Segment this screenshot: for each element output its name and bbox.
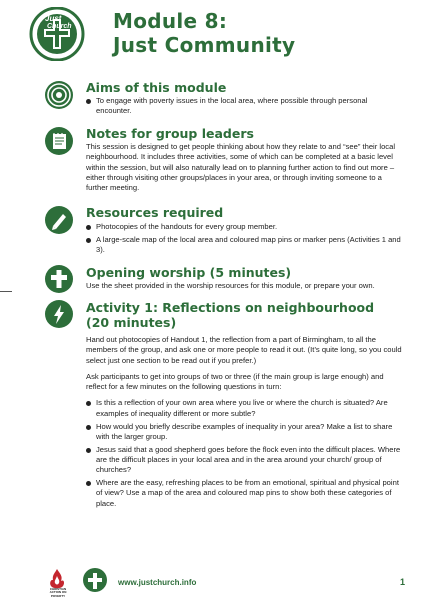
notes-heading: Notes for group leaders: [86, 126, 254, 141]
activity1-bullet: How would you briefly describe examples of inequality in your area? Make a list to share with the larger group.: [86, 422, 402, 443]
page-title: [113, 9, 295, 57]
logo-text-just: Just: [45, 14, 62, 23]
activity1-body: [86, 335, 402, 511]
cafod-text: CHRISTIAN ACTION ON POVERTY: [49, 587, 67, 598]
title-line-2: Just Community: [113, 33, 296, 57]
worship-paragraph: Use the sheet provided in the worship resources for this module, or prepare your own.: [86, 281, 375, 290]
logo-text-church: Church: [47, 23, 72, 30]
activity1-bullet: Jesus said that a good shepherd goes before the flock even into the difficult places. Where are the difficult places in your local area and in the area around your church/ group of churches?: [86, 445, 402, 476]
resources-bullet: Photocopies of the handouts for every group member.: [86, 222, 402, 232]
aims-bullet: To engage with poverty issues in the local area, where possible through personal encounter.: [86, 96, 402, 117]
aims-body: [86, 96, 402, 119]
title-line-1: Module 8:: [113, 9, 228, 33]
margin-mark: [0, 291, 12, 292]
cross-icon: [44, 264, 74, 294]
lightning-icon: [44, 299, 74, 329]
activity1-paragraph-1: Hand out photocopies of Handout 1, the reflection from a part of Birmingham, to all the members of the group, and ask one or more people to read it out. (It’s quite long, so you could select just one section to be read out if you prefer.): [86, 335, 402, 365]
activity1-bullet: Is this a reflection of your own area where you live or where the church is situated? Are examples of inequality different or more subtle?: [86, 398, 402, 419]
footer-url: www.justchurch.info: [118, 578, 197, 587]
resources-body: [86, 222, 402, 258]
just-church-footer-logo: [80, 567, 110, 593]
resources-bullet: A large-scale map of the local area and coloured map pins or marker pens (Activities 1 and 3).: [86, 235, 402, 256]
worship-body: [86, 281, 402, 297]
activity1-heading-line-1: Activity 1: Reflections on neighbourhood: [86, 300, 375, 315]
worship-heading: Opening worship (5 minutes): [86, 265, 292, 280]
notes-body: [86, 142, 402, 199]
just-church-logo: [25, 7, 89, 61]
notebook-icon: [44, 126, 74, 156]
page-number: 1: [400, 577, 406, 587]
activity1-bullet: Where are the easy, refreshing places to be from an emotional, spiritual and physical point of view? Use a map of the area and coloured map pins to show both these categories of place.: [86, 478, 402, 509]
aims-heading: Aims of this module: [86, 80, 227, 95]
resources-heading: Resources required: [86, 205, 224, 220]
cafod-logo: [42, 566, 72, 596]
pen-icon: [44, 205, 74, 235]
target-icon: [44, 80, 74, 110]
activity1-paragraph-2: Ask participants to get into groups of two or three (if the main group is large enough) and reflect for a few minutes on the following questions in turn:: [86, 371, 384, 392]
activity1-heading: [86, 300, 374, 330]
activity1-heading-line-2: (20 minutes): [86, 315, 177, 330]
notes-paragraph: This session is designed to get people thinking about how they relate to and “see” their local neighbourhood. It includes three activities, some of which can be completed at a basic level within the session, but will also naturally lead on to planning further action to find out more – either through visiting other groups/places in your area, or through inviting someone to a further meeting.: [86, 142, 396, 193]
